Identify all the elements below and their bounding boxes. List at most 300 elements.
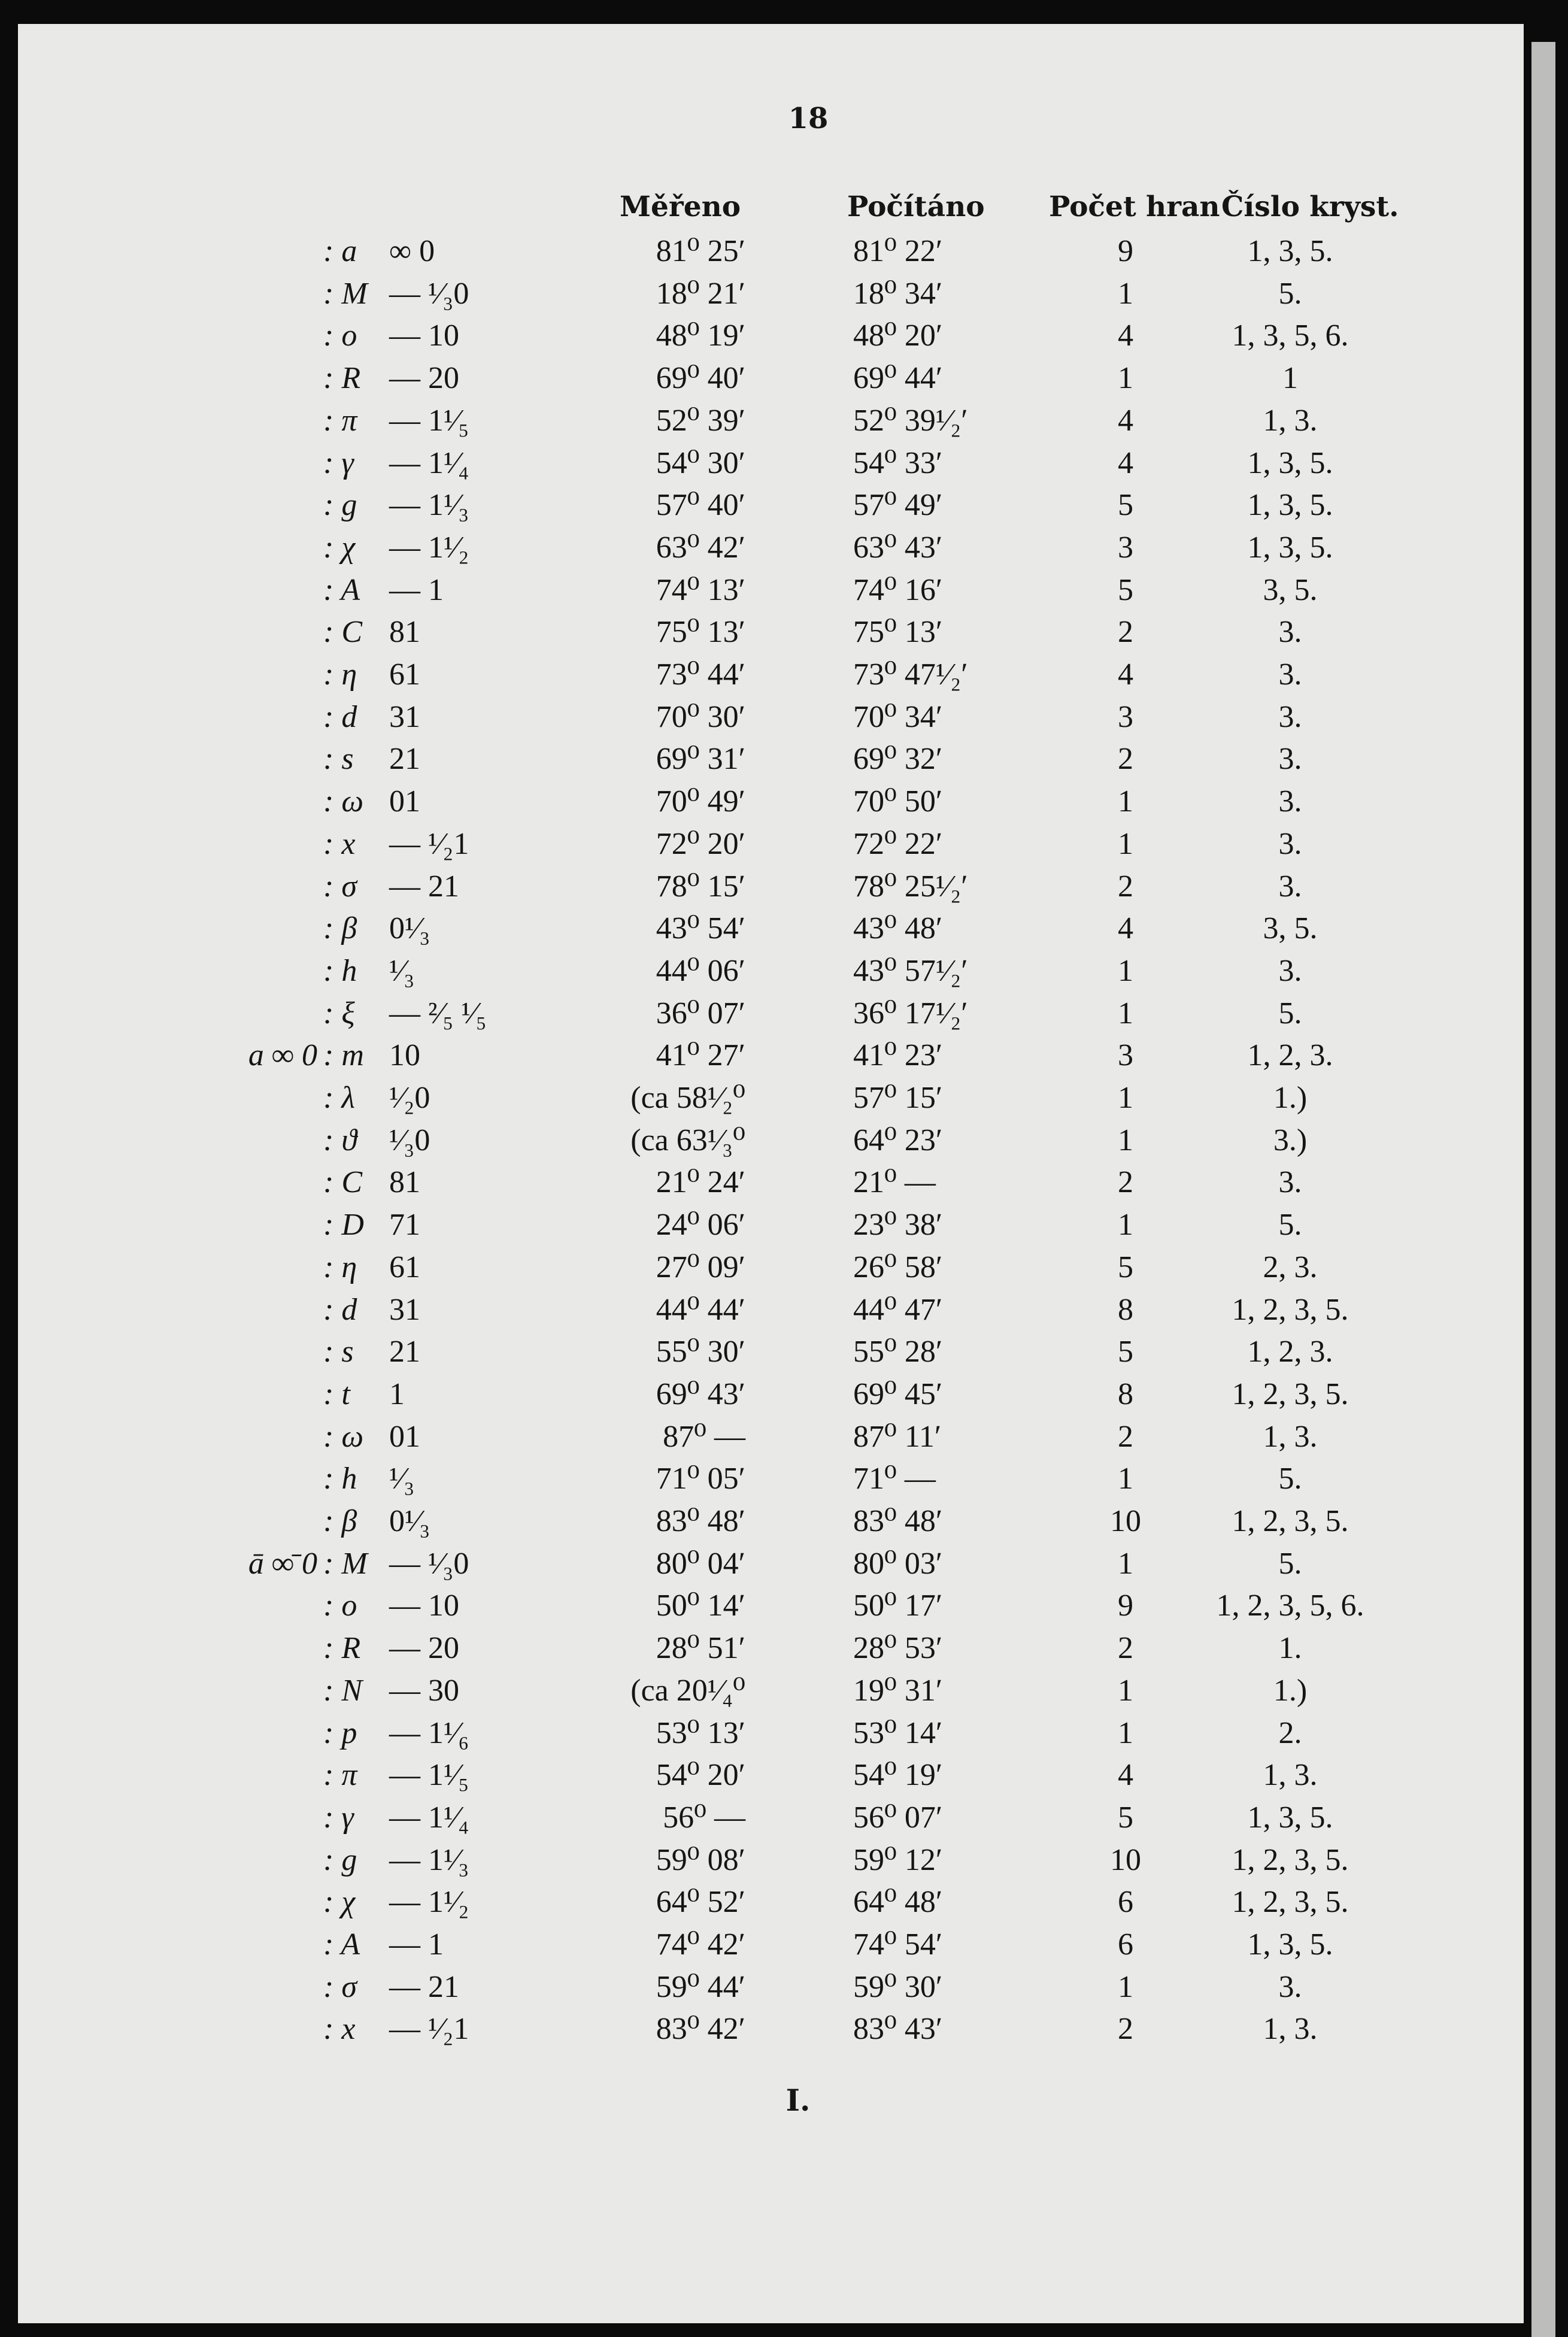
row-face-count: 2 [1118, 1420, 1133, 1454]
header-measured: Měřeno [620, 190, 741, 223]
row-face-symbol: 61 [389, 657, 420, 692]
row-calculated: 70⁰ 34′ [853, 700, 943, 734]
row-crystal-numbers: 1, 3, 5. [1247, 446, 1333, 480]
row-measured: 69⁰ 31′ [656, 742, 745, 776]
table-row [0, 993, 1568, 1035]
table-row [0, 950, 1568, 992]
row-face-count: 1 [1118, 1208, 1133, 1242]
row-face-symbol: — ¹⁄₂1 [389, 827, 469, 861]
row-face: : g [323, 1843, 357, 1877]
table-row [0, 527, 1568, 569]
row-face-count: 4 [1118, 319, 1133, 353]
row-calculated: 59⁰ 12′ [853, 1843, 943, 1877]
row-face-symbol: 21 [389, 742, 420, 776]
table-row [0, 1162, 1568, 1204]
row-calculated: 64⁰ 23′ [853, 1123, 943, 1157]
row-face-count: 1 [1118, 1462, 1133, 1496]
row-measured: 27⁰ 09′ [656, 1250, 745, 1284]
table-row [0, 1797, 1568, 1839]
table-row [0, 1585, 1568, 1627]
table-row [0, 1501, 1568, 1542]
row-face-count: 6 [1118, 1885, 1133, 1919]
row-face-count: 10 [1110, 1843, 1141, 1877]
row-measured: 73⁰ 44′ [656, 657, 745, 692]
row-calculated: 50⁰ 17′ [853, 1589, 943, 1623]
row-face: : R [323, 361, 361, 395]
row-face-symbol: 61 [389, 1250, 420, 1284]
row-measured: 44⁰ 44′ [656, 1293, 745, 1327]
row-calculated: 54⁰ 33′ [853, 446, 943, 480]
table-row [0, 273, 1568, 315]
row-measured: 83⁰ 48′ [656, 1504, 745, 1538]
row-measured: 55⁰ 30′ [656, 1335, 745, 1369]
row-face-symbol: — 20 [389, 1631, 459, 1665]
row-crystal-numbers: 3. [1278, 700, 1302, 734]
row-measured: (ca 63¹⁄₃⁰ [630, 1123, 745, 1157]
row-face-count: 4 [1118, 404, 1133, 438]
row-face-symbol: ¹⁄₃ [389, 1462, 415, 1496]
table-row [0, 1966, 1568, 2008]
row-face: : A [323, 573, 360, 607]
row-face: : x [323, 827, 356, 861]
row-face: : s [323, 1335, 354, 1369]
row-face-symbol: 81 [389, 1165, 420, 1199]
row-crystal-numbers: 1, 3, 5. [1247, 488, 1333, 522]
row-measured: 81⁰ 25′ [656, 234, 745, 268]
table-row [0, 1035, 1568, 1077]
row-crystal-numbers: 3, 5. [1263, 911, 1318, 945]
row-calculated: 71⁰ — [853, 1462, 936, 1496]
row-crystal-numbers: 1, 3, 5. [1247, 234, 1333, 268]
row-crystal-numbers: 2. [1278, 1716, 1302, 1750]
row-face: : N [323, 1674, 362, 1708]
row-crystal-numbers: 5. [1278, 1547, 1302, 1581]
table-row [0, 484, 1568, 526]
row-face: : t [323, 1377, 350, 1411]
row-face-symbol: 31 [389, 1293, 420, 1327]
row-face-count: 2 [1118, 869, 1133, 904]
table-row [0, 1543, 1568, 1585]
row-measured: 70⁰ 49′ [656, 784, 745, 819]
row-face: : R [323, 1631, 361, 1665]
row-face: : h [323, 1462, 357, 1496]
row-measured: 54⁰ 20′ [656, 1758, 745, 1792]
table-row [0, 823, 1568, 865]
row-face-symbol: — 1¹⁄₃ [389, 1843, 469, 1877]
row-calculated: 73⁰ 47¹⁄₂′ [853, 657, 968, 692]
row-crystal-numbers: 1, 3. [1263, 1758, 1318, 1792]
row-measured: 36⁰ 07′ [656, 996, 745, 1030]
row-measured: 53⁰ 13′ [656, 1716, 745, 1750]
row-face-symbol: — 1¹⁄₂ [389, 1885, 469, 1919]
row-face-count: 8 [1118, 1377, 1133, 1411]
row-face: : σ [323, 1970, 357, 2004]
row-measured: (ca 20¹⁄₄⁰ [630, 1674, 745, 1708]
row-face: : χ [323, 531, 356, 565]
row-face: : d [323, 700, 357, 734]
row-face-symbol: — 10 [389, 319, 459, 353]
row-crystal-numbers: 1, 3, 5, 6. [1232, 319, 1349, 353]
table-row [0, 1924, 1568, 1966]
row-calculated: 36⁰ 17¹⁄₂′ [853, 996, 968, 1030]
table-row [0, 1204, 1568, 1246]
row-face-count: 1 [1118, 1716, 1133, 1750]
row-measured: 69⁰ 43′ [656, 1377, 745, 1411]
table-row [0, 654, 1568, 696]
header-calculated: Počítáno [847, 190, 985, 223]
row-face-count: 4 [1118, 657, 1133, 692]
row-crystal-numbers: 1, 3, 5. [1247, 1927, 1333, 1962]
row-face: : χ [323, 1885, 356, 1919]
footer-mark: I. [785, 2083, 811, 2118]
row-crystal-numbers: 1, 2, 3, 5. [1232, 1843, 1349, 1877]
row-calculated: 57⁰ 15′ [853, 1081, 943, 1115]
row-face-symbol: — 1 [389, 1927, 444, 1962]
row-face-count: 5 [1118, 1250, 1133, 1284]
row-calculated: 55⁰ 28′ [853, 1335, 943, 1369]
row-crystal-numbers: 1.) [1273, 1081, 1308, 1115]
row-measured: 50⁰ 14′ [656, 1589, 745, 1623]
row-calculated: 70⁰ 50′ [853, 784, 943, 819]
row-measured: (ca 58¹⁄₂⁰ [630, 1081, 745, 1115]
row-crystal-numbers: 5. [1278, 996, 1302, 1030]
row-face-symbol: — 10 [389, 1589, 459, 1623]
row-crystal-numbers: 1, 2, 3, 5. [1232, 1293, 1349, 1327]
row-face-symbol: 71 [389, 1208, 420, 1242]
row-measured: 43⁰ 54′ [656, 911, 745, 945]
row-face-count: 3 [1118, 531, 1133, 565]
table-row [0, 1881, 1568, 1923]
row-face: : o [323, 319, 357, 353]
row-face-symbol: 01 [389, 784, 420, 819]
header-crystal-number: Číslo kryst. [1221, 190, 1399, 223]
row-calculated: 69⁰ 44′ [853, 361, 943, 395]
table-row [0, 1247, 1568, 1289]
row-crystal-numbers: 3. [1278, 954, 1302, 988]
row-face-count: 6 [1118, 1927, 1133, 1962]
row-face-symbol: — 1¹⁄₄ [389, 1801, 469, 1835]
row-calculated: 63⁰ 43′ [853, 531, 943, 565]
table-row [0, 1120, 1568, 1162]
row-face: : h [323, 954, 357, 988]
row-crystal-numbers: 5. [1278, 1208, 1302, 1242]
row-face-symbol: ¹⁄₂0 [389, 1081, 430, 1115]
row-crystal-numbers: 1, 2, 3, 5. [1232, 1377, 1349, 1411]
row-face-count: 1 [1118, 996, 1133, 1030]
row-calculated: 56⁰ 07′ [853, 1801, 943, 1835]
row-face-count: 8 [1118, 1293, 1133, 1327]
row-face-symbol: 31 [389, 700, 420, 734]
row-calculated: 18⁰ 34′ [853, 277, 943, 311]
row-calculated: 44⁰ 47′ [853, 1293, 943, 1327]
row-calculated: 54⁰ 19′ [853, 1758, 943, 1792]
row-face-symbol: — ¹⁄₃0 [389, 277, 469, 311]
row-face-count: 3 [1118, 1038, 1133, 1072]
row-face-count: 5 [1118, 573, 1133, 607]
row-face: : g [323, 488, 357, 522]
row-face-symbol: — 1¹⁄₆ [389, 1716, 469, 1750]
table-row [0, 442, 1568, 484]
row-face-count: 9 [1118, 234, 1133, 268]
row-measured: 74⁰ 13′ [656, 573, 745, 607]
row-face-count: 4 [1118, 911, 1133, 945]
row-crystal-numbers: 1, 3. [1263, 2012, 1318, 2046]
row-face: : λ [323, 1081, 355, 1115]
row-crystal-numbers: 1, 3, 5. [1247, 1801, 1333, 1835]
row-crystal-numbers: 3, 5. [1263, 573, 1318, 607]
row-measured: 21⁰ 24′ [656, 1165, 745, 1199]
table-row [0, 1458, 1568, 1500]
row-calculated: 80⁰ 03′ [853, 1547, 943, 1581]
row-face: : D [323, 1208, 364, 1242]
table-row [0, 866, 1568, 908]
row-measured: 74⁰ 42′ [656, 1927, 745, 1962]
row-measured: 70⁰ 30′ [656, 700, 745, 734]
row-face-symbol: — 1¹⁄₄ [389, 446, 469, 480]
row-face-count: 1 [1118, 277, 1133, 311]
row-face: : ξ [323, 996, 355, 1030]
row-calculated: 23⁰ 38′ [853, 1208, 943, 1242]
row-face: : γ [323, 1801, 354, 1835]
row-crystal-numbers: 3. [1278, 657, 1302, 692]
table-row [0, 908, 1568, 950]
row-measured: 18⁰ 21′ [656, 277, 745, 311]
row-measured: 63⁰ 42′ [656, 531, 745, 565]
row-calculated: 81⁰ 22′ [853, 234, 943, 268]
row-face-symbol: — 30 [389, 1674, 459, 1708]
table-row [0, 357, 1568, 399]
row-crystal-numbers: 3.) [1273, 1123, 1308, 1157]
row-face-symbol: 1 [389, 1377, 405, 1411]
row-face-symbol: — 1¹⁄₃ [389, 488, 469, 522]
table-row [0, 1712, 1568, 1754]
table-row [0, 611, 1568, 653]
row-crystal-numbers: 1.) [1273, 1674, 1308, 1708]
row-face: : M [323, 277, 368, 311]
row-face-count: 1 [1118, 1081, 1133, 1115]
row-measured: 48⁰ 19′ [656, 319, 745, 353]
row-measured: 54⁰ 30′ [656, 446, 745, 480]
row-measured: 80⁰ 04′ [656, 1547, 745, 1581]
row-zone-symbol: ā ∞̄ 0 [248, 1547, 317, 1581]
header-face-count: Počet hran [1049, 190, 1220, 223]
row-face-symbol: — 1¹⁄₅ [389, 404, 469, 438]
row-face-count: 1 [1118, 1970, 1133, 2004]
row-crystal-numbers: 2, 3. [1263, 1250, 1318, 1284]
row-face-symbol: — 21 [389, 1970, 459, 2004]
row-crystal-numbers: 1, 2, 3. [1247, 1038, 1333, 1072]
table-row [0, 400, 1568, 442]
row-face-symbol: 21 [389, 1335, 420, 1369]
page-number: 18 [788, 102, 829, 135]
table-row [0, 1627, 1568, 1669]
row-face: : η [323, 1250, 357, 1284]
row-face: : β [323, 911, 357, 945]
row-face-count: 1 [1118, 1674, 1133, 1708]
row-face: : π [323, 404, 357, 438]
row-crystal-numbers: 1, 2, 3, 5. [1232, 1504, 1349, 1538]
row-measured: 83⁰ 42′ [656, 2012, 745, 2046]
row-calculated: 43⁰ 48′ [853, 911, 943, 945]
row-measured: 24⁰ 06′ [656, 1208, 745, 1242]
row-face: : m [323, 1038, 364, 1072]
row-face-symbol: 01 [389, 1420, 420, 1454]
row-face-symbol: — 1 [389, 573, 444, 607]
row-face-symbol: 0¹⁄₃ [389, 1504, 430, 1538]
row-face-count: 1 [1118, 361, 1133, 395]
table-row [0, 696, 1568, 738]
row-face-count: 1 [1118, 1123, 1133, 1157]
table-row [0, 1077, 1568, 1119]
row-measured: 44⁰ 06′ [656, 954, 745, 988]
row-calculated: 41⁰ 23′ [853, 1038, 943, 1072]
row-measured: 57⁰ 40′ [656, 488, 745, 522]
row-face-symbol: — 1¹⁄₂ [389, 531, 469, 565]
row-calculated: 53⁰ 14′ [853, 1716, 943, 1750]
row-face: : C [323, 1165, 362, 1199]
row-face-count: 2 [1118, 1165, 1133, 1199]
row-face-symbol: — 21 [389, 869, 459, 904]
row-face: : M [323, 1547, 368, 1581]
row-face: : σ [323, 869, 357, 904]
row-face: : ω [323, 1420, 364, 1454]
row-face: : o [323, 1589, 357, 1623]
row-calculated: 74⁰ 54′ [853, 1927, 943, 1962]
table-row [0, 781, 1568, 823]
row-face: : ω [323, 784, 364, 819]
row-face-count: 2 [1118, 1631, 1133, 1665]
row-measured: 87⁰ — [663, 1420, 745, 1454]
row-measured: 69⁰ 40′ [656, 361, 745, 395]
row-crystal-numbers: 1 [1282, 361, 1298, 395]
row-face: : π [323, 1758, 357, 1792]
row-face-symbol: — 20 [389, 361, 459, 395]
row-measured: 52⁰ 39′ [656, 404, 745, 438]
row-crystal-numbers: 3. [1278, 615, 1302, 649]
table-row [0, 569, 1568, 611]
row-face: : γ [323, 446, 354, 480]
row-face-count: 1 [1118, 1547, 1133, 1581]
table-row [0, 231, 1568, 272]
table-row [0, 1374, 1568, 1415]
row-face-count: 1 [1118, 827, 1133, 861]
row-face-count: 10 [1110, 1504, 1141, 1538]
row-measured: 59⁰ 08′ [656, 1843, 745, 1877]
row-calculated: 78⁰ 25¹⁄₂′ [853, 869, 968, 904]
row-face-count: 4 [1118, 446, 1133, 480]
row-face: : p [323, 1716, 357, 1750]
row-calculated: 21⁰ — [853, 1165, 936, 1199]
row-calculated: 64⁰ 48′ [853, 1885, 943, 1919]
row-face-symbol: ¹⁄₃ [389, 954, 415, 988]
row-crystal-numbers: 1, 2, 3, 5. [1232, 1885, 1349, 1919]
row-face-count: 2 [1118, 742, 1133, 776]
row-calculated: 26⁰ 58′ [853, 1250, 943, 1284]
row-face-symbol: ¹⁄₃0 [389, 1123, 430, 1157]
row-calculated: 57⁰ 49′ [853, 488, 943, 522]
row-face: : β [323, 1504, 357, 1538]
table-row [0, 738, 1568, 780]
row-crystal-numbers: 3. [1278, 869, 1302, 904]
row-calculated: 75⁰ 13′ [853, 615, 943, 649]
row-calculated: 43⁰ 57¹⁄₂′ [853, 954, 968, 988]
row-calculated: 83⁰ 43′ [853, 2012, 943, 2046]
row-measured: 59⁰ 44′ [656, 1970, 745, 2004]
row-face: : C [323, 615, 362, 649]
row-face-symbol: ∞ 0 [389, 234, 435, 268]
row-face-symbol: 10 [389, 1038, 420, 1072]
row-crystal-numbers: 1, 3. [1263, 1420, 1318, 1454]
row-crystal-numbers: 3. [1278, 742, 1302, 776]
row-face-count: 5 [1118, 1801, 1133, 1835]
row-face-count: 5 [1118, 1335, 1133, 1369]
row-crystal-numbers: 5. [1278, 1462, 1302, 1496]
row-measured: 56⁰ — [663, 1801, 745, 1835]
row-calculated: 48⁰ 20′ [853, 319, 943, 353]
row-face: : s [323, 742, 354, 776]
row-face: : d [323, 1293, 357, 1327]
row-calculated: 52⁰ 39¹⁄₂′ [853, 404, 968, 438]
row-face-count: 2 [1118, 615, 1133, 649]
row-measured: 75⁰ 13′ [656, 615, 745, 649]
row-face-count: 1 [1118, 784, 1133, 819]
row-crystal-numbers: 1, 2, 3. [1247, 1335, 1333, 1369]
row-face: : x [323, 2012, 356, 2046]
row-face-symbol: — ¹⁄₃0 [389, 1547, 469, 1581]
row-face: : η [323, 657, 357, 692]
row-face-count: 2 [1118, 2012, 1133, 2046]
row-face-count: 3 [1118, 700, 1133, 734]
row-calculated: 19⁰ 31′ [853, 1674, 943, 1708]
row-face: : ϑ [323, 1123, 357, 1157]
row-calculated: 69⁰ 45′ [853, 1377, 943, 1411]
row-crystal-numbers: 1. [1278, 1631, 1302, 1665]
row-calculated: 83⁰ 48′ [853, 1504, 943, 1538]
row-face-symbol: 0¹⁄₃ [389, 911, 430, 945]
table-row [0, 1416, 1568, 1458]
table-row [0, 2008, 1568, 2050]
row-face-count: 9 [1118, 1589, 1133, 1623]
row-face-count: 1 [1118, 954, 1133, 988]
row-crystal-numbers: 1, 3, 5. [1247, 531, 1333, 565]
table-row [0, 1754, 1568, 1796]
row-crystal-numbers: 3. [1278, 1165, 1302, 1199]
row-crystal-numbers: 1, 3. [1263, 404, 1318, 438]
row-calculated: 87⁰ 11′ [853, 1420, 942, 1454]
row-zone-symbol: a ∞ 0 [248, 1038, 317, 1072]
row-measured: 41⁰ 27′ [656, 1038, 745, 1072]
row-face: : A [323, 1927, 360, 1962]
row-crystal-numbers: 1, 2, 3, 5, 6. [1216, 1589, 1364, 1623]
row-face-symbol: 81 [389, 615, 420, 649]
row-face-symbol: — ²⁄₅ ¹⁄₅ [389, 996, 487, 1030]
row-crystal-numbers: 5. [1278, 277, 1302, 311]
row-face-symbol: — 1¹⁄₅ [389, 1758, 469, 1792]
row-measured: 72⁰ 20′ [656, 827, 745, 861]
row-measured: 78⁰ 15′ [656, 869, 745, 904]
row-calculated: 69⁰ 32′ [853, 742, 943, 776]
table-row [0, 1289, 1568, 1331]
table-row [0, 1670, 1568, 1712]
row-crystal-numbers: 3. [1278, 827, 1302, 861]
row-face: : a [323, 234, 357, 268]
row-crystal-numbers: 3. [1278, 784, 1302, 819]
row-calculated: 59⁰ 30′ [853, 1970, 943, 2004]
row-measured: 71⁰ 05′ [656, 1462, 745, 1496]
row-face-count: 5 [1118, 488, 1133, 522]
table-row [0, 1839, 1568, 1881]
row-measured: 64⁰ 52′ [656, 1885, 745, 1919]
